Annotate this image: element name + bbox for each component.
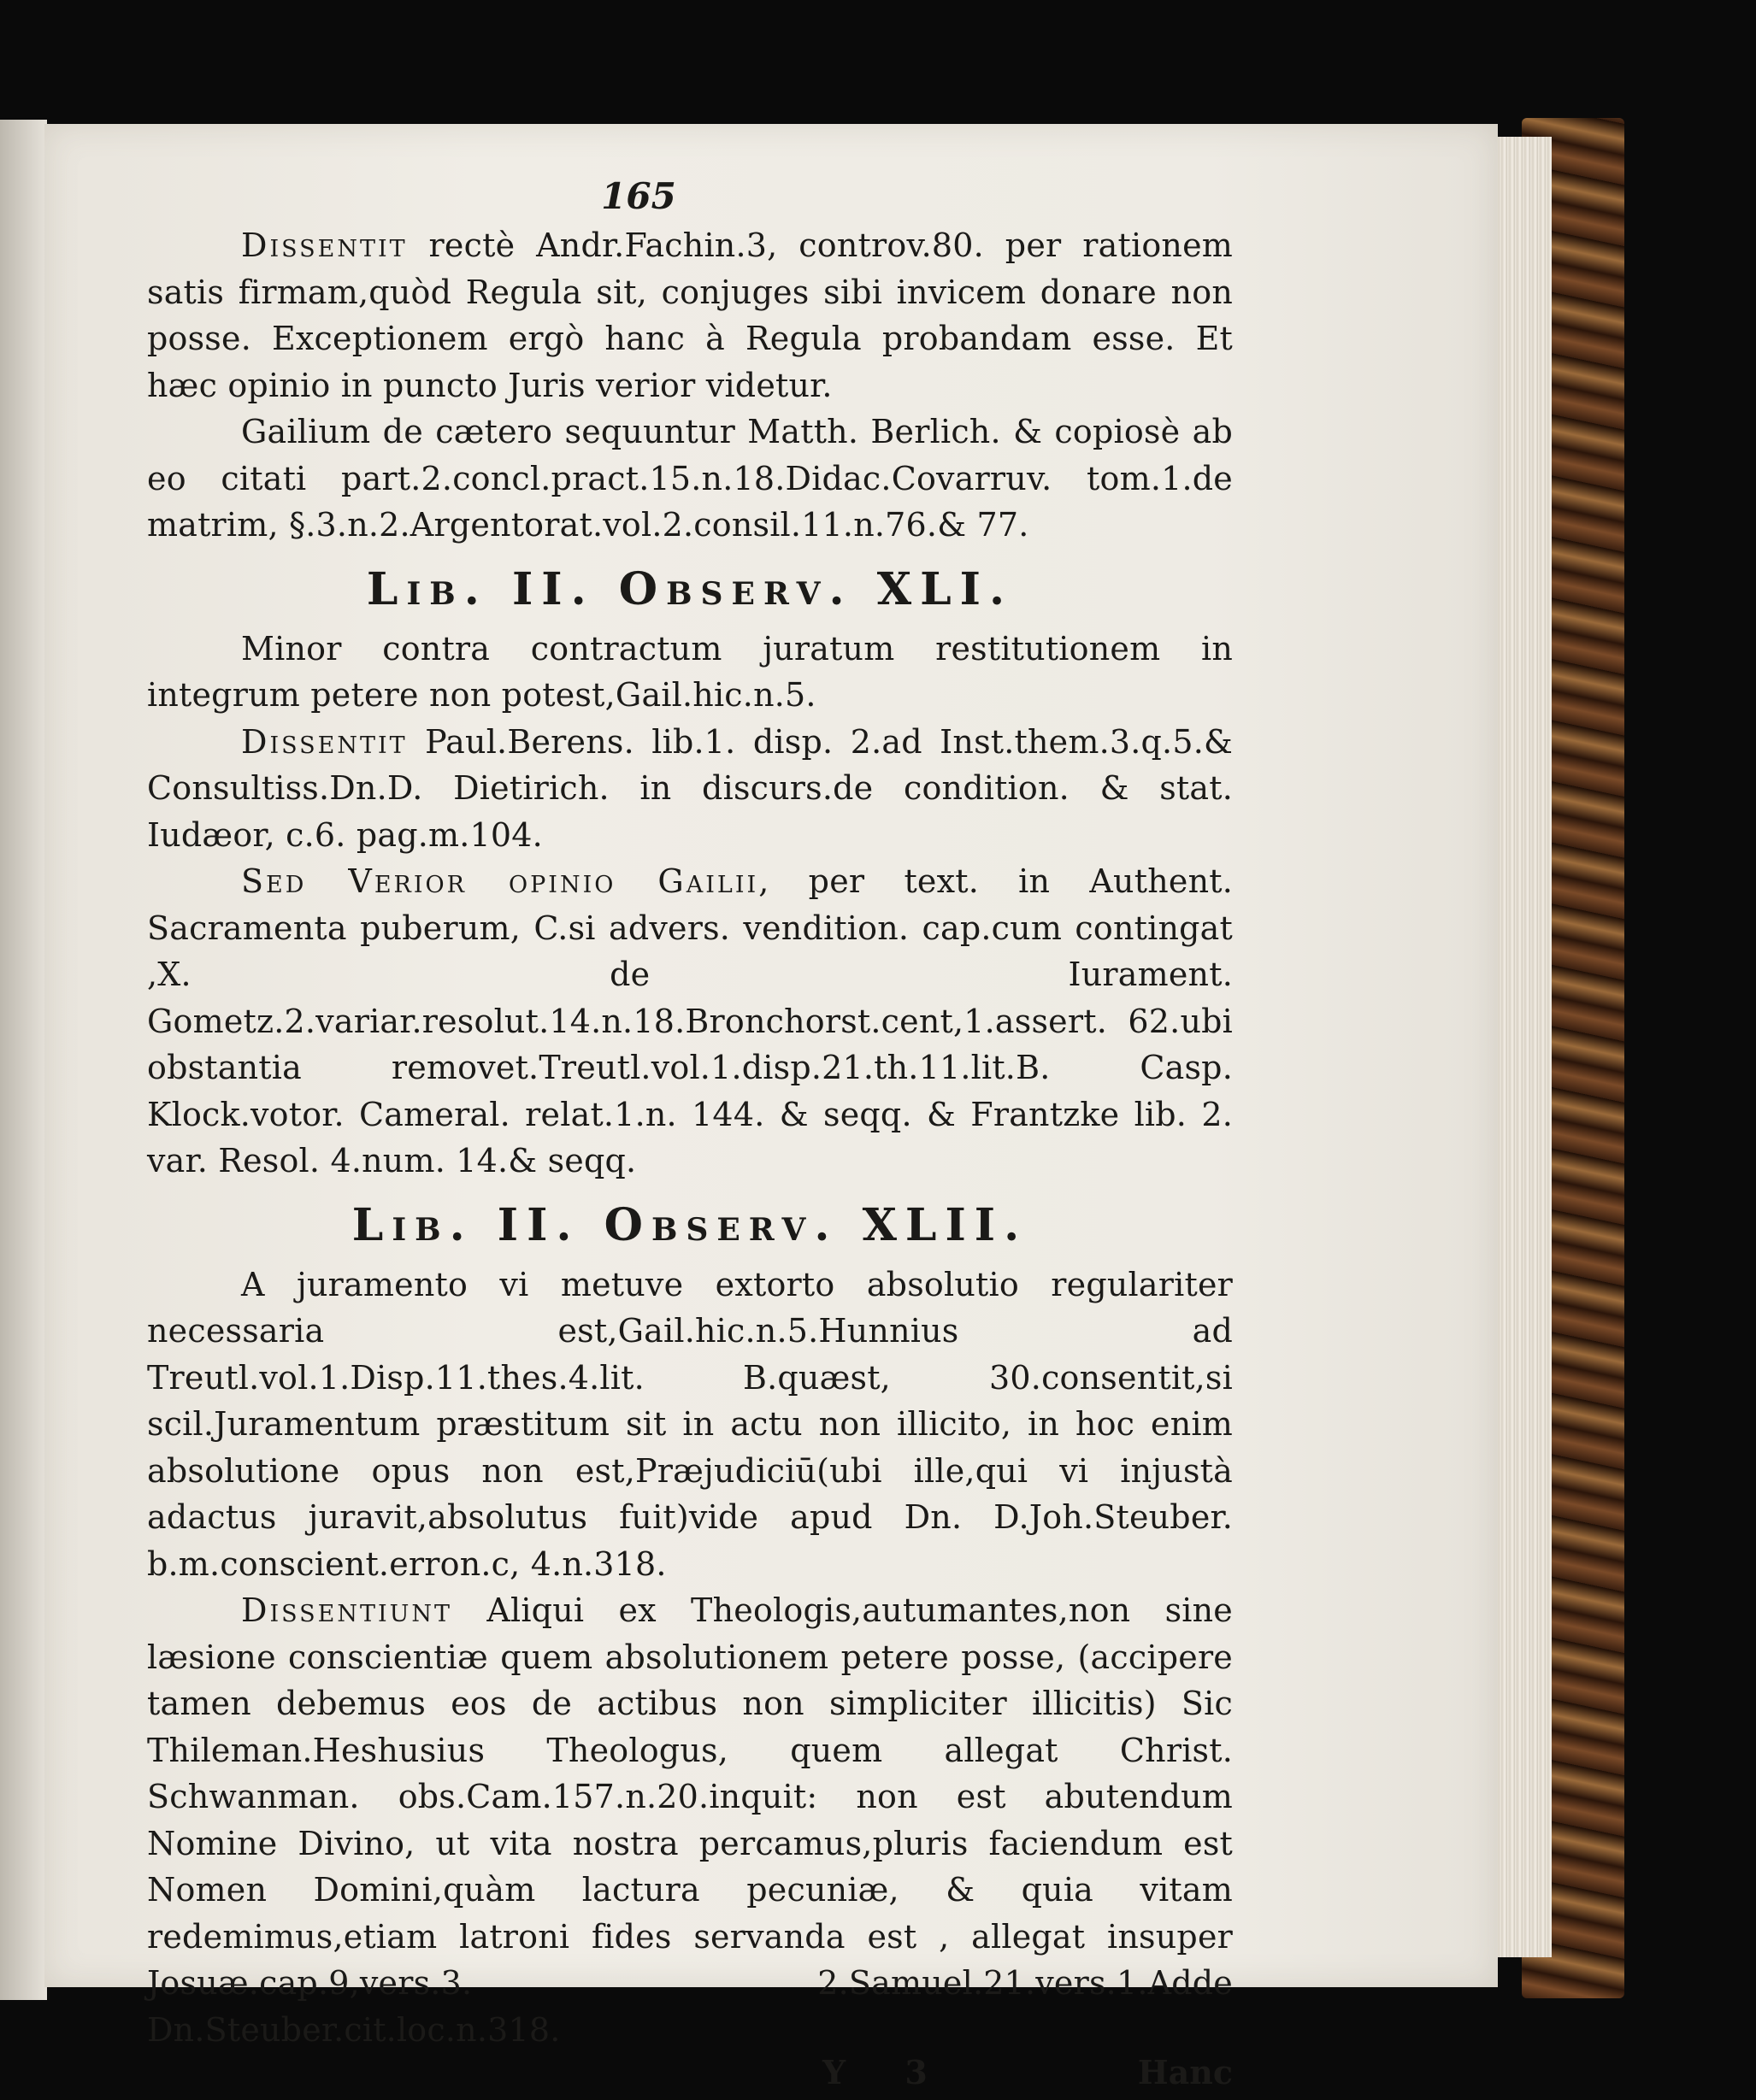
paragraph-text: , per text. in Authent. Sacramenta puberum, C.si advers. vendition. cap.cum contingat ,X. de Iurament. Gometz.2.variar.resolut.14.n.18.Bronchorst.cent,1.assert. 62.ubi obstantia removet.Treutl.vol.1.disp.21.th.11.lit.B. Casp. Klock.votor. Cameral. relat.1.n. 144. & seqq. & Frantzke lib. 2. var. Resol. 4.num. 14.& seqq.: [147, 862, 1233, 1179]
left-page-edge: [0, 120, 47, 2000]
signature-mark: Y 3: [822, 2053, 952, 2091]
paragraph-lead: Sed Verior opinio Gailii: [241, 862, 759, 900]
paragraph-text: Minor contra contractum juratum restitutionem in integrum petere non potest,Gail.hic.n.5.: [147, 629, 1233, 714]
paragraph-text: rectè Andr.Fachin.3, controv.80. per rationem satis firmam,quòd Regula sit, conjuges sibi invicem donare non posse. Exceptionem ergò hanc à Regula probandam esse. Et hæc opinio in puncto Juris verior videtur.: [147, 226, 1233, 404]
catchword: Hanc: [1137, 2053, 1233, 2091]
paragraph-lead: Dissentit: [241, 722, 408, 761]
paragraph-7: [147, 1587, 1233, 2053]
paragraph-text: Paul.Berens. lib.1. disp. 2.ad Inst.them.3.q.5.& Consultiss.Dn.D. Dietirich. in discurs.de condition. & stat. Iudæor, c.6. pag.m.104.: [147, 722, 1233, 854]
paragraph-text: A juramento vi metuve extorto absolutio regulariter necessaria est,Gail.hic.n.5.Hunnius ad Treutl.vol.1.Disp.11.thes.4.lit. B.quæst, 30.consentit,si scil.Juramentum præstitum sit in actu non illicito, in hoc enim absolutione opus non est,Præjudiciū(ubi ille,qui vi injustà adactus juravit,absolutus fuit)vide apud Dn. D.Joh.Steuber. b.m.conscient.erron.c, 4.n.318.: [147, 1265, 1233, 1583]
paragraph-text: Aliqui ex Theologis,autumantes,non sine læsione conscientiæ quem absolutionem petere posse, (accipere tamen debemus eos de actibus non simpliciter illicitis) Sic Thileman.Heshusius Theologus, quem allegat Christ. Schwanman. obs.Cam.157.n.20.inquit: non est abutendum Nomine Divino, ut vita nostra percamus,pluris faciendum est Nomen Domini,quàm lactura pecuniæ, & quia vitam redemimus,etiam latroni fides servanda est , allegat insuper Josuæ.cap.9,vers.3. 2.Samuel.21.vers.1.Adde Dn.Steuber.cit.loc.n.318.: [147, 1591, 1233, 2049]
paragraph-2: [147, 409, 1233, 549]
book-page: [44, 124, 1498, 2091]
paragraph-lead: Dissentit: [241, 226, 408, 264]
paragraph-4: [147, 719, 1233, 859]
page-footer: [147, 2053, 1233, 2099]
paragraph-text: Gailium de cætero sequuntur Matth. Berlich. & copiosè ab eo citati part.2.concl.pract.15.n.18.Didac.Covarruv. tom.1.de matrim, §.3.n.2.Argentorat.vol.2.consil.11.n.76.& 77.: [147, 413, 1233, 544]
paragraph-5: [147, 858, 1233, 1185]
paragraph-lead: Dissentiunt: [241, 1591, 453, 1629]
text-block: [147, 175, 1233, 2099]
paragraph-6: [147, 1262, 1233, 1588]
page-edges: [1492, 137, 1552, 1957]
observation-heading-42: Lib. II. Observ. XLII.: [351, 1198, 1028, 1251]
page-number: 165: [601, 175, 676, 217]
observation-heading-41: Lib. II. Observ. XLI.: [366, 562, 1014, 615]
paragraph-3: [147, 626, 1233, 719]
paragraph-1: [147, 222, 1233, 409]
